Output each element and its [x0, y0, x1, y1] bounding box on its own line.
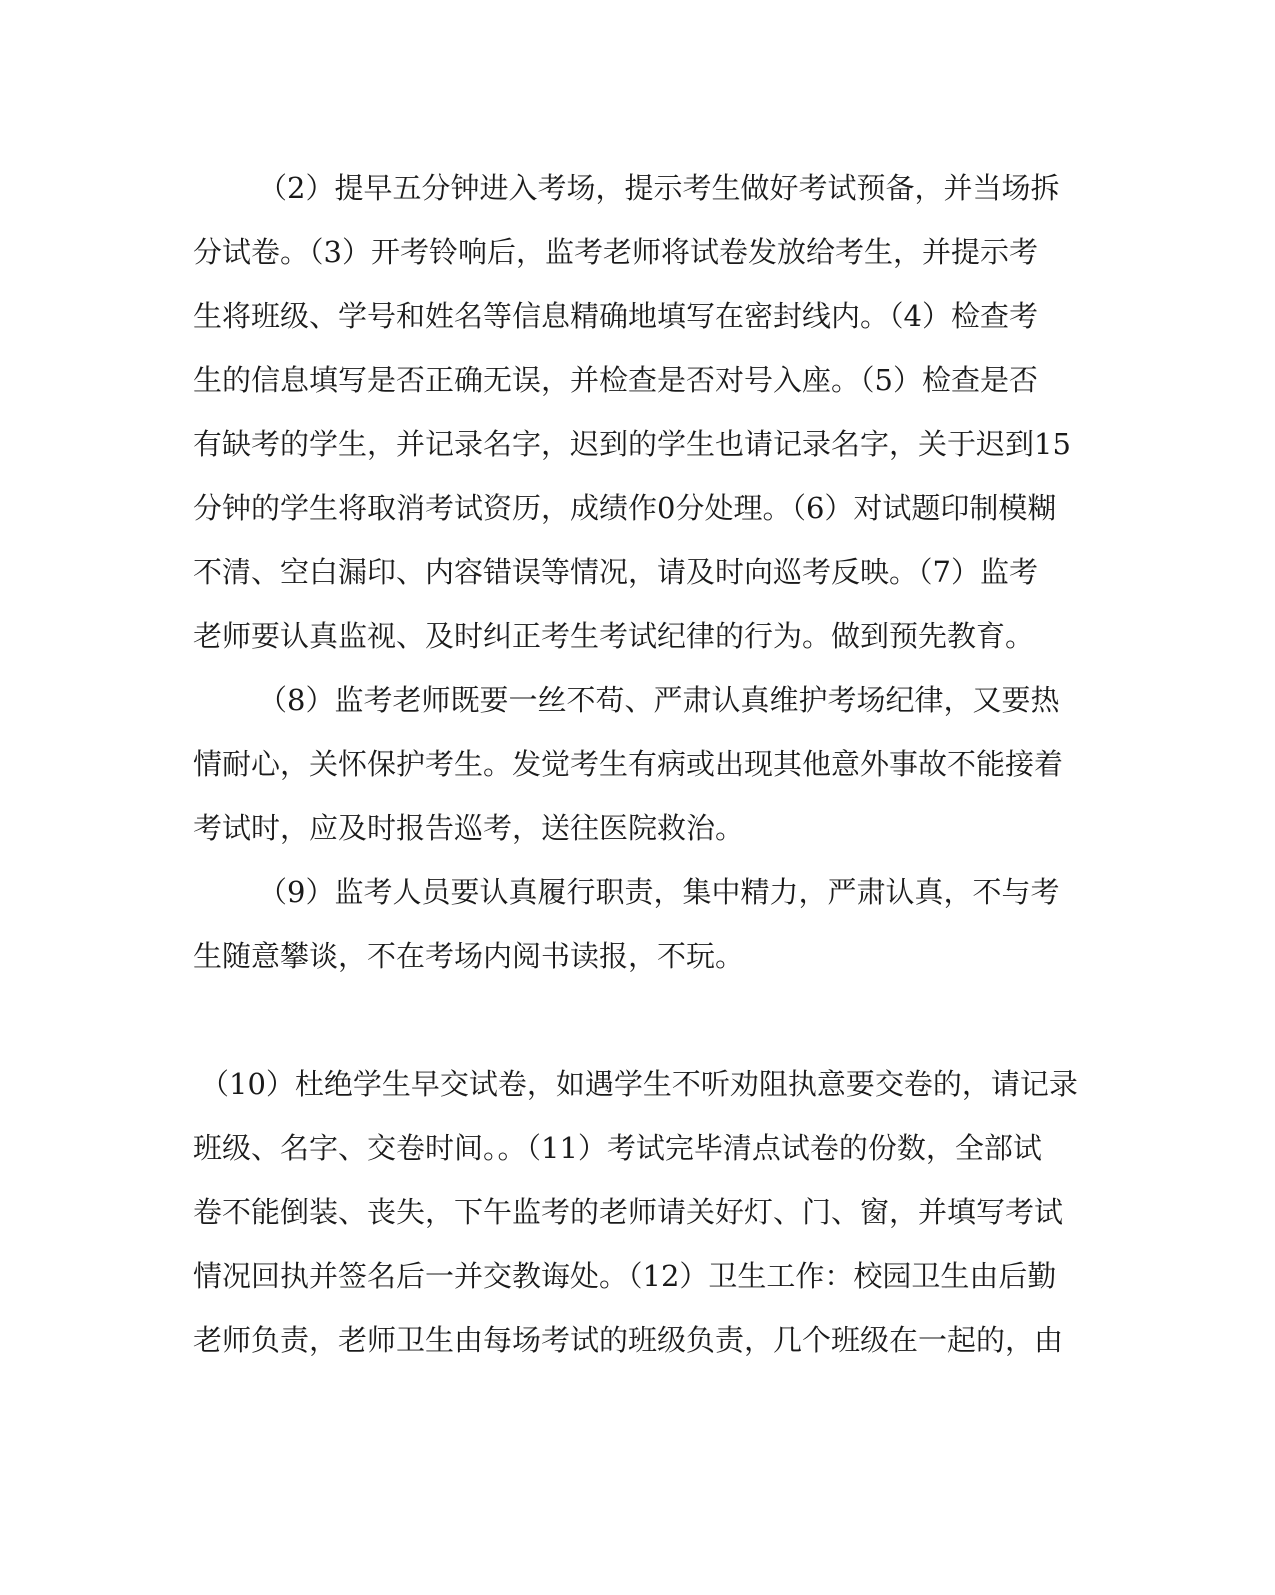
text-line: 生随意攀谈，不在考场内阅书读报，不玩。: [193, 939, 745, 973]
text-line: 老师要认真监视、及时纠正考生考试纪律的行为。做到预先教育。: [193, 619, 1035, 653]
text-line: （2）提早五分钟进入考场，提示考生做好考试预备，并当场拆: [258, 171, 1060, 205]
text-line: （8）监考老师既要一丝不苟、严肃认真维护考场纪律，又要热: [258, 683, 1060, 717]
text-line: 老师负责，老师卫生由每场考试的班级负责，几个班级在一起的，由: [193, 1323, 1064, 1357]
text-line: 生的信息填写是否正确无误，并检查是否对号入座。（5）检查是否: [193, 363, 1038, 397]
text-line: 考试时，应及时报告巡考，送往医院救治。: [193, 811, 745, 845]
text-line: 情耐心，关怀保护考生。发觉考生有病或出现其他意外事故不能接着: [193, 747, 1064, 781]
text-line: 卷不能倒装、丧失，下午监考的老师请关好灯、门、窗，并填写考试: [193, 1195, 1064, 1229]
text-line: 生将班级、学号和姓名等信息精确地填写在密封线内。（4）检查考: [193, 299, 1038, 333]
text-line: （9）监考人员要认真履行职责，集中精力，严肃认真，不与考: [258, 875, 1060, 909]
text-line: 情况回执并签名后一并交教诲处。（12）卫生工作：校园卫生由后勤: [193, 1259, 1057, 1293]
text-line: 分试卷。（3）开考铃响后，监考老师将试卷发放给考生，并提示考: [193, 235, 1038, 269]
text-line: 班级、名字、交卷时间。。（11）考试完毕清点试卷的份数，全部试: [193, 1131, 1042, 1165]
text-line: 有缺考的学生，并记录名字，迟到的学生也请记录名字，关于迟到15: [193, 427, 1071, 461]
text-line: （10）杜绝学生早交试卷，如遇学生不听劝阻执意要交卷的，请记录: [200, 1067, 1078, 1101]
text-line: 分钟的学生将取消考试资历，成绩作0分处理。（6）对试题印制模糊: [193, 491, 1057, 525]
text-line: 不清、空白漏印、内容错误等情况，请及时向巡考反映。（7）监考: [193, 555, 1038, 589]
